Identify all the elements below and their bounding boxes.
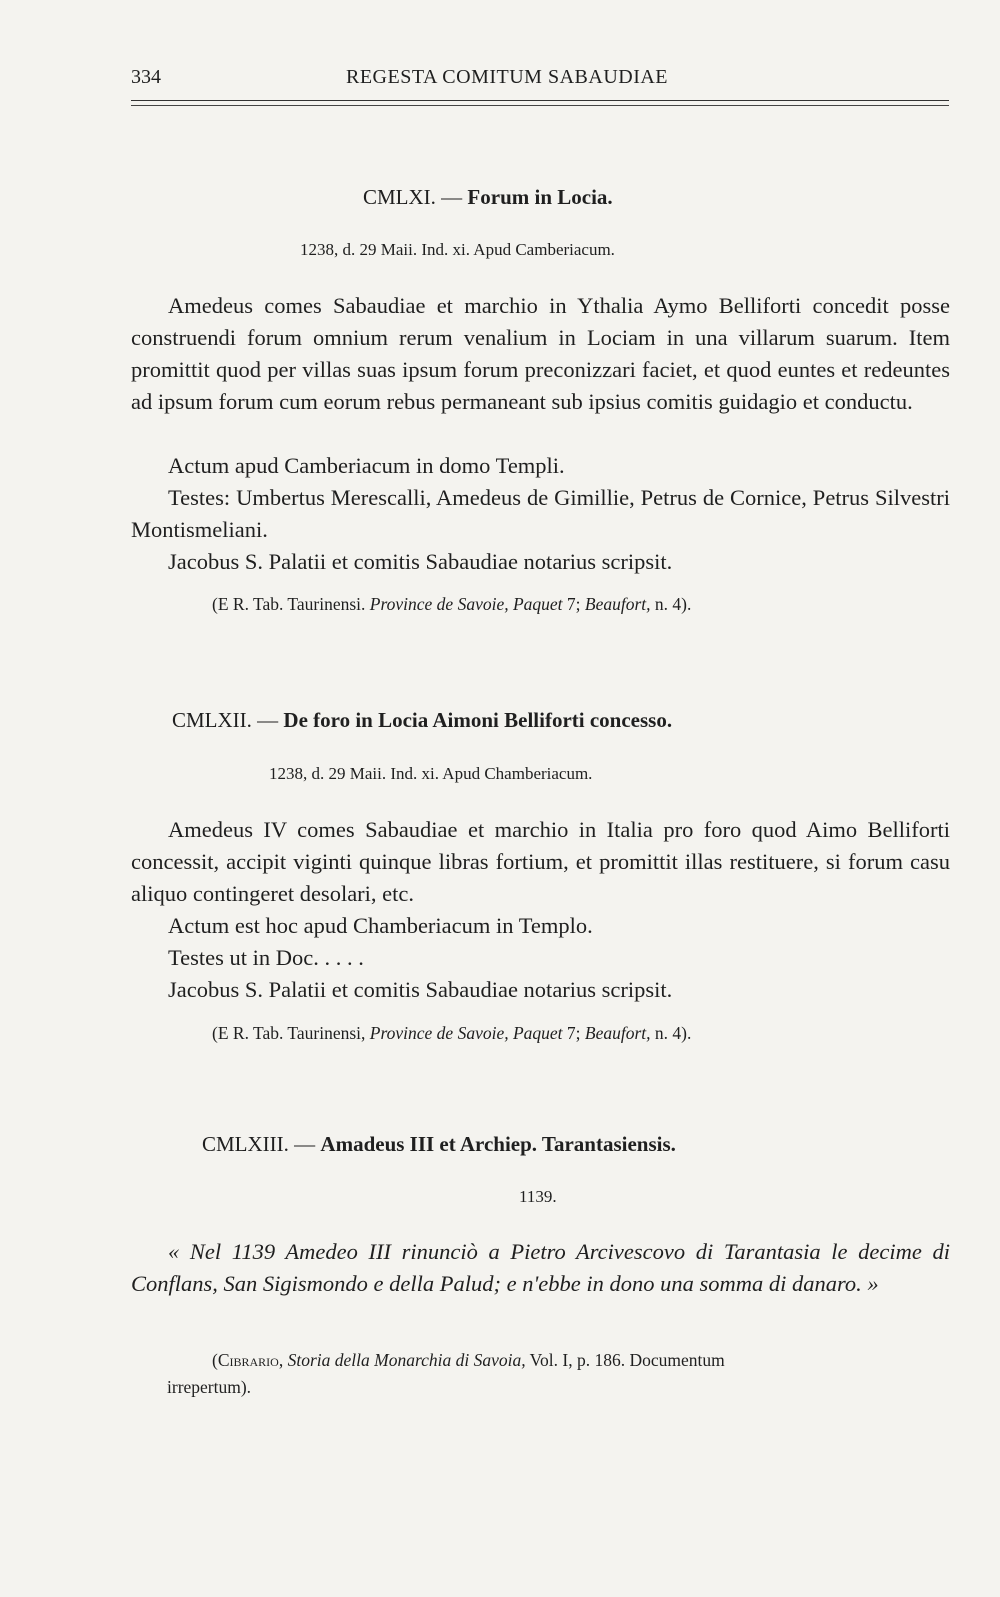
entry-source: (E R. Tab. Taurinensi, Province de Savoie, Paquet 7; Beaufort, n. 4).	[212, 1023, 692, 1043]
entry-title: Forum in Locia.	[467, 185, 613, 209]
entry-number: CMLXI.	[363, 185, 436, 209]
entry-body: Amedeus comes Sabaudiae et marchio in Ythalia Aymo Belliforti concedit posse construendi forum omnium rerum venalium in Lociam in una villarum suarum. Item promittit quod per villas suas ipsum forum preconizzari faciet, et quod euntes et redeuntes ad ipsum forum cum eorum rebus permaneant sub ipsius comitis guidagio et conductu.	[131, 293, 950, 414]
entry-date: 1238, d. 29 Maii. Ind. xi. Apud Camberiacum.	[300, 240, 615, 259]
entry-notarius: Jacobus S. Palatii et comitis Sabaudiae notarius scripsit.	[168, 977, 673, 1002]
entry-actum: Actum est hoc apud Chamberiacum in Templo.	[168, 913, 593, 938]
entry-title: De foro in Locia Aimoni Belliforti concesso.	[283, 708, 673, 732]
entry-title: Amadeus III et Archiep. Tarantasiensis.	[320, 1132, 676, 1156]
entry-heading: CMLXII. — De foro in Locia Aimoni Belliforti concesso.	[172, 708, 673, 732]
entry-citation: (Cibrario, Storia della Monarchia di Savoia, Vol. I, p. 186. Documentum	[212, 1350, 725, 1370]
entry-source: (E R. Tab. Taurinensi. Province de Savoie, Paquet 7; Beaufort, n. 4).	[212, 594, 692, 614]
page-number: 334	[131, 66, 161, 88]
entry-actum: Actum apud Camberiacum in domo Templi.	[168, 453, 565, 478]
entry-body: Amedeus IV comes Sabaudiae et marchio in Italia pro foro quod Aimo Belliforti concessit, accipit viginti quinque libras fortium, et promittit illas restituere, si forum casu aliquo contingeret desolari, etc.	[131, 817, 950, 906]
header-rule	[131, 100, 949, 101]
entry-notarius: Jacobus S. Palatii et comitis Sabaudiae notarius scripsit.	[168, 549, 673, 574]
entry-date: 1139.	[519, 1187, 557, 1206]
entry-testes: Testes: Umbertus Merescalli, Amedeus de Gimillie, Petrus de Cornice, Petrus Silvestri Montismeliani.	[131, 485, 950, 542]
entry-number: CMLXIII.	[202, 1132, 289, 1156]
header-rule-thin	[131, 105, 949, 106]
running-title: REGESTA COMITUM SABAUDIAE	[346, 66, 669, 88]
entry-citation-cont: irrepertum).	[167, 1377, 252, 1397]
entry-heading: CMLXI. — Forum in Locia.	[363, 185, 613, 209]
entry-date: 1238, d. 29 Maii. Ind. xi. Apud Chamberiacum.	[269, 764, 593, 783]
entry-quote: « Nel 1139 Amedeo III rinunciò a Pietro Arcivescovo di Tarantasia le decime di Conflans, San Sigismondo e della Palud; e n'ebbe in dono una somma di danaro. »	[131, 1239, 950, 1296]
entry-heading: CMLXIII. — Amadeus III et Archiep. Tarantasiensis.	[202, 1132, 676, 1156]
entry-testes: Testes ut in Doc. . . . .	[168, 945, 364, 970]
entry-number: CMLXII.	[172, 708, 252, 732]
